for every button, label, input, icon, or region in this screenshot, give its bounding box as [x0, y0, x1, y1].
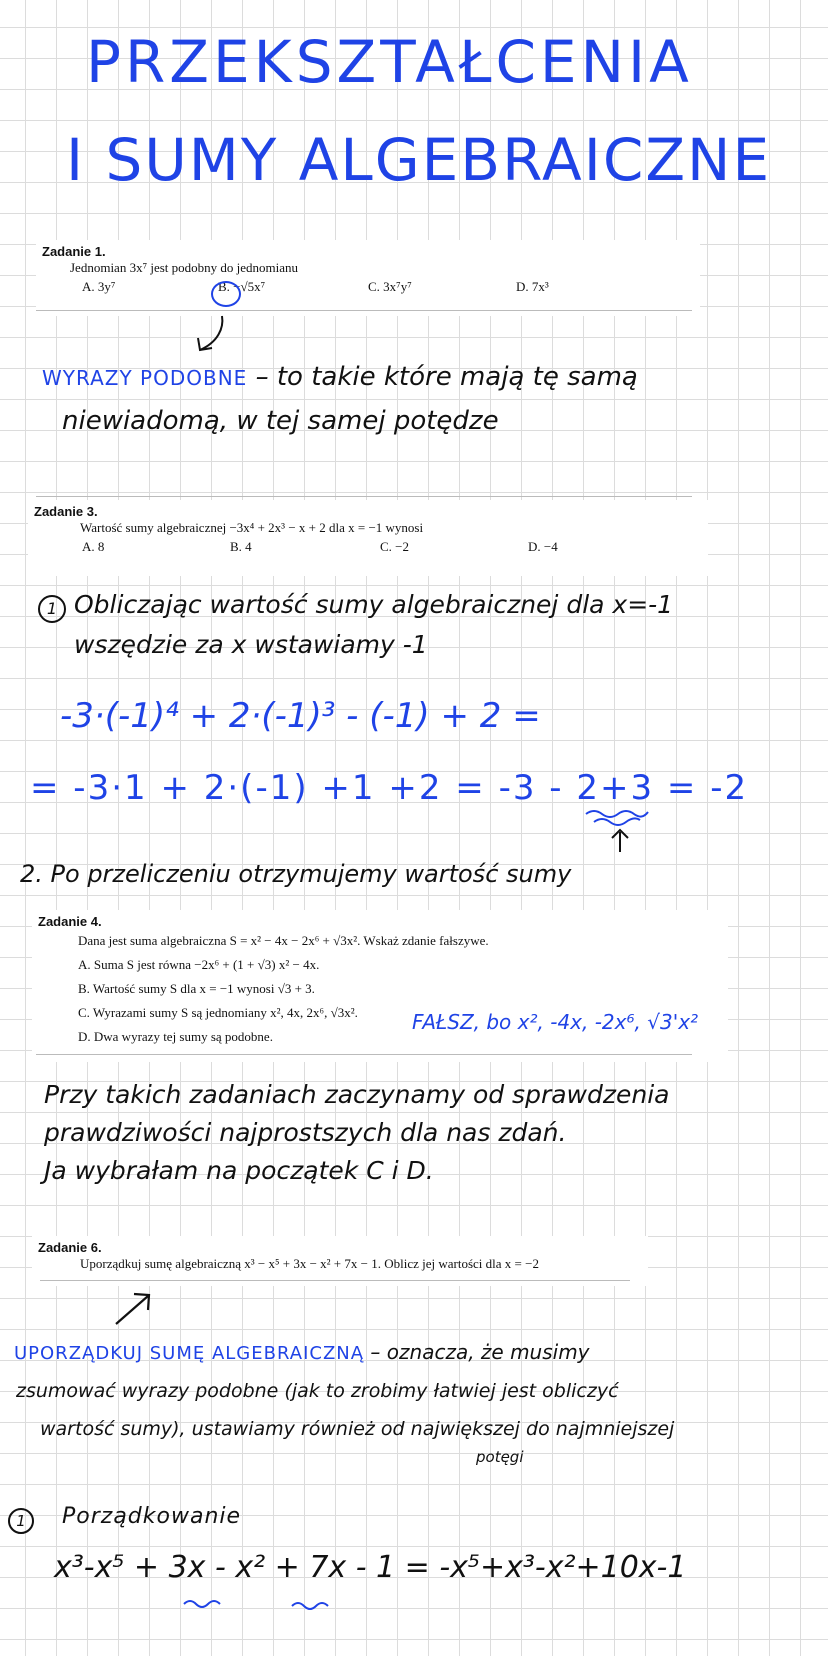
note-1-line-1 [42, 362, 638, 392]
task-6-divider [40, 1280, 630, 1281]
note-6-line-1 [14, 1340, 590, 1364]
task-3-option-b: B. 4 [230, 539, 252, 554]
note-3-line-3: 2. Po przeliczeniu otrzymujemy wartość sumy [20, 860, 572, 888]
note-1-line-2: niewiadomą, w tej samej potędze [62, 406, 499, 436]
task-1-header: Zadanie 1. [42, 244, 106, 259]
task-4-option-b: B. Wartość sumy S dla x = −1 wynosi √3 + 3. [78, 981, 315, 996]
task-1-question: Jednomian 3x⁷ jest podobny do jednomianu [70, 260, 299, 275]
note-3-line-2: wszędzie za x wstawiamy -1 [74, 630, 428, 659]
note-1-rest: – to takie które mają tę samą [247, 362, 638, 392]
note-6-line-4: potęgi [476, 1448, 524, 1466]
arrow-up-right-icon [112, 1288, 162, 1328]
task-4-divider [36, 1054, 692, 1055]
note-4-line-3: Ja wybrałam na początek C i D. [44, 1156, 434, 1185]
task-4-option-c: C. Wyrazami sumy S są jednomiany x², 4x, 2x⁶, √3x². [78, 1005, 358, 1020]
task-6-box [32, 1236, 648, 1286]
page-title-line2: I SUMY ALGEBRAICZNE [66, 126, 772, 194]
task-4-option-a: A. Suma S jest równa −2x⁶ + (1 + √3) x² − 4x. [78, 957, 320, 972]
note-4-line-1: Przy takich zadaniach zaczynamy od sprawdzenia [44, 1080, 670, 1109]
step-1-badge: 1 [38, 595, 66, 623]
task-3-option-c: C. −2 [380, 539, 410, 554]
task-1-option-b: B. −√5x⁷ [218, 279, 266, 294]
task-6-question: Uporządkuj sumę algebraiczną x³ − x⁵ + 3x − x² + 7x − 1. Oblicz jej wartości dla x = −2 [80, 1256, 539, 1271]
note-1-term: WYRAZY PODOBNE [42, 366, 248, 390]
note-6-rest: – oznacza, że musimy [364, 1340, 590, 1364]
task-3-header: Zadanie 3. [34, 504, 98, 519]
result-underline-mark [580, 806, 650, 856]
task-4-intro: Dana jest suma algebraiczna S = x² − 4x − 2x⁶ + √3x². Wskaż zdanie fałszywe. [78, 933, 489, 948]
step-1-badge-second: 1 [8, 1508, 34, 1534]
ordering-calc: x³-x⁵ + 3x - x² + 7x - 1 = -x⁵+x³-x²+10x-1 [54, 1550, 687, 1585]
task-1-option-c: C. 3x⁷y⁷ [368, 279, 412, 294]
task-4-header: Zadanie 4. [38, 914, 102, 929]
step-1-label: Porządkowanie [62, 1504, 242, 1529]
task-4-box [32, 910, 728, 1062]
task-3-option-a: A. 8 [82, 539, 105, 554]
calc-line-2: = -3·1 + 2·(-1) +1 +2 = -3 - 2+3 = -2 [30, 768, 749, 808]
note-3-line-1: Obliczając wartość sumy algebraicznej dla x=-1 [74, 590, 674, 619]
task-6-header: Zadanie 6. [38, 1240, 102, 1255]
note-6-line-2: zsumować wyrazy podobne (jak to zrobimy łatwiej jest obliczyć [16, 1380, 619, 1402]
task-1-option-d: D. 7x³ [516, 279, 549, 294]
task-3-option-d: D. −4 [528, 539, 558, 554]
calc-line-1: -3·(-1)⁴ + 2·(-1)³ - (-1) + 2 = [60, 696, 541, 736]
arrow-down-icon [192, 312, 232, 356]
note-6-term: UPORZĄDKUJ SUMĘ ALGEBRAICZNĄ [14, 1343, 365, 1364]
like-terms-underline-mark [180, 1594, 340, 1618]
note-6-line-3: wartość sumy), ustawiamy również od największej do najmniejszej [40, 1418, 675, 1440]
task-3-top-divider [36, 496, 692, 497]
answer-circle-mark [211, 281, 241, 307]
page-title-line1: PRZEKSZTAŁCENIA [86, 28, 693, 96]
task-3-box [28, 500, 708, 576]
task-1-divider [36, 310, 692, 311]
task-3-question: Wartość sumy algebraicznej −3x⁴ + 2x³ − x + 2 dla x = −1 wynosi [80, 520, 424, 535]
task-1-option-a: A. 3y⁷ [82, 279, 116, 294]
task-4-annotation: FAŁSZ, bo x², -4x, -2x⁶, √3'x² [412, 1010, 699, 1034]
note-4-line-2: prawdziwości najprostszych dla nas zdań. [44, 1118, 567, 1147]
task-1-box [36, 240, 700, 316]
task-4-option-d: D. Dwa wyrazy tej sumy są podobne. [78, 1029, 273, 1044]
